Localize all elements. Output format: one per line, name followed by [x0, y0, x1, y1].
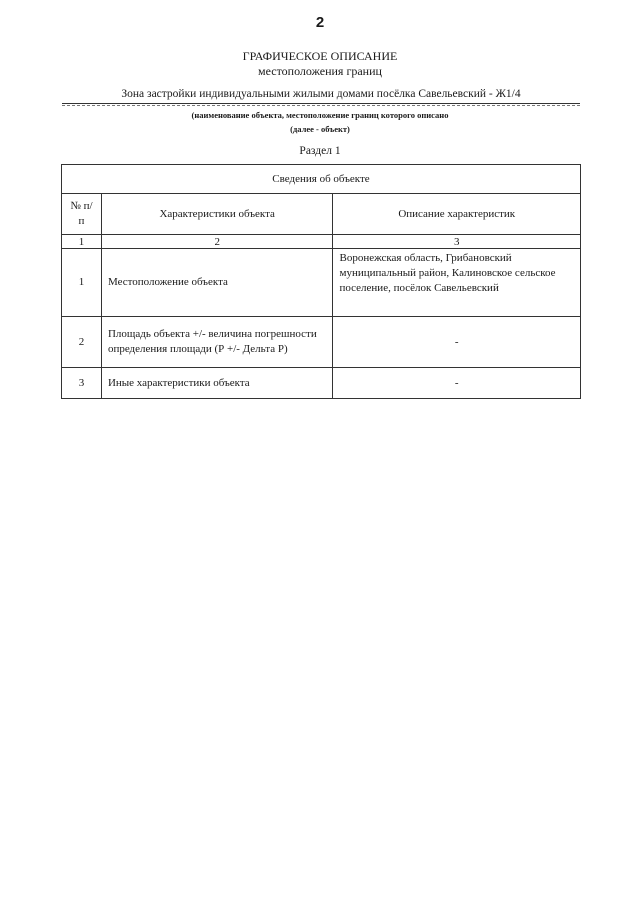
table-row — [62, 368, 581, 399]
row-characteristic: Местоположение объекта — [101, 249, 333, 317]
page-number: 2 — [315, 14, 325, 31]
column-number: 3 — [333, 235, 581, 249]
row-number: 2 — [62, 317, 102, 368]
section-title: Раздел 1 — [299, 145, 341, 157]
column-header-description: Описание характеристик — [333, 194, 581, 235]
object-name-note-2: (далее - объект) — [290, 124, 350, 134]
row-characteristic: Иные характеристики объекта — [101, 368, 333, 399]
column-number: 2 — [101, 235, 333, 249]
object-name-underline — [62, 103, 580, 104]
object-name: Зона застройки индивидуальными жилыми домами посёлка Савельевский - Ж1/4 — [121, 88, 521, 100]
column-header-characteristic: Характеристики объекта — [101, 194, 333, 235]
row-number: 1 — [62, 249, 102, 317]
object-info-table — [61, 164, 581, 399]
table-row — [62, 317, 581, 368]
row-description: - — [333, 317, 581, 368]
title-line-1: ГРАФИЧЕСКОЕ ОПИСАНИЕ — [242, 49, 398, 63]
row-description: - — [333, 368, 581, 399]
row-number: 3 — [62, 368, 102, 399]
table-row — [62, 249, 581, 317]
column-header-number: № п/п — [62, 194, 102, 235]
row-description: Воронежская область, Грибановский муниципальный район, Калиновское сельское поселение, посёлок Савельевский — [333, 249, 581, 317]
column-number: 1 — [62, 235, 102, 249]
object-name-underline-dashed — [62, 105, 580, 106]
row-characteristic: Площадь объекта +/- величина погрешности определения площади (Р +/- Дельта Р) — [101, 317, 333, 368]
column-header-row — [62, 194, 581, 235]
document-title — [0, 49, 640, 79]
title-line-2: местоположения границ — [258, 64, 382, 78]
column-number-row — [62, 235, 581, 249]
table-header-row — [62, 165, 581, 194]
table-header: Сведения об объекте — [62, 165, 581, 194]
object-name-note: (наименование объекта, местоположение границ которого описано — [191, 110, 449, 120]
